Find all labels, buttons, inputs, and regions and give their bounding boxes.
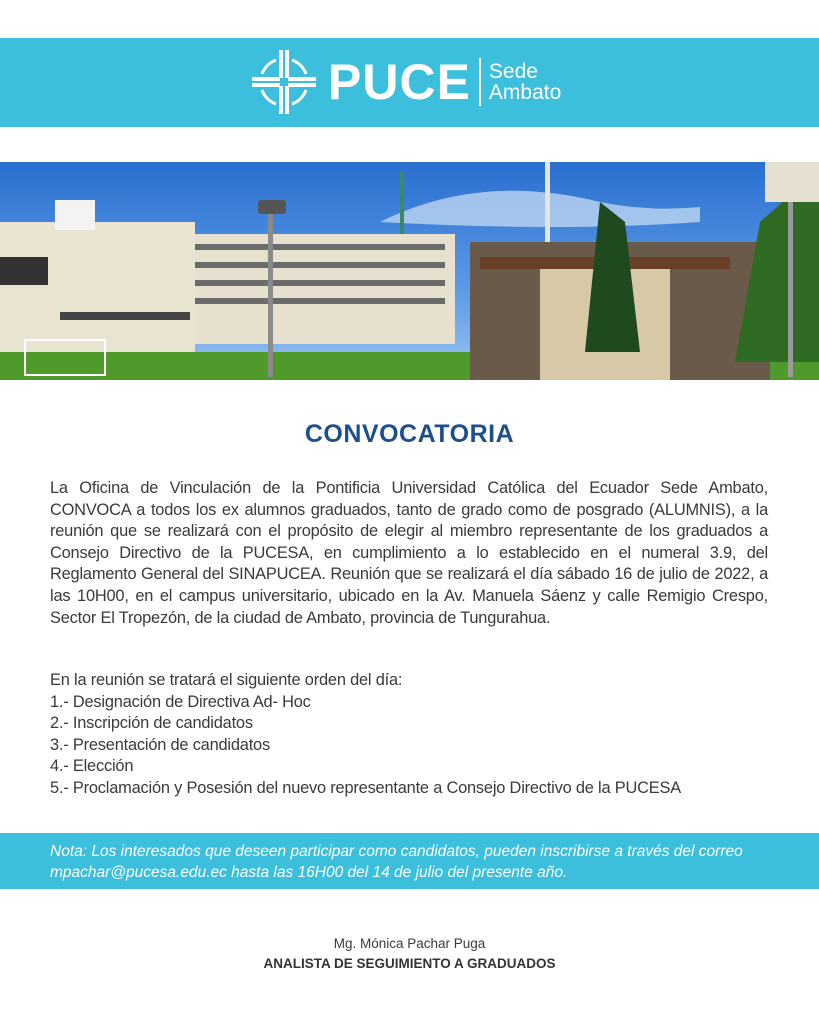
agenda-item: 4.- Elección [50, 757, 134, 776]
agenda-item: 2.- Inscripción de candidatos [50, 714, 253, 733]
agenda-item: 1.- Designación de Directiva Ad- Hoc [50, 692, 311, 711]
puce-logo [248, 46, 561, 118]
header-banner [0, 38, 819, 127]
signature [0, 934, 819, 974]
campus-illustration [0, 162, 819, 380]
announcement-body: La Oficina de Vinculación de la Pontificia Universidad Católica del Ecuador Sede Ambato, CONVOCA a todos los ex alumnos graduados, tanto de grado como de posgrado (ALUMNIS), a la reunión que se realizará con el propósito de elegir al miembro representante de los graduados a Consejo Directivo de la PUCESA, en cumplimiento a lo establecido en el numeral 3.9, del Reglamento General del SINAPUCEA. Reunión que se realizará el día sábado 16 de julio de 2022, a las 10H00, en el campus universitario, ubicado en la Av. Manuela Sáenz y calle Remigio Crespo, Sector El Tropezón, de la ciudad de Ambato, provincia de Tungurahua. [50, 479, 768, 627]
agenda [50, 670, 780, 800]
signature-role: ANALISTA DE SEGUIMIENTO A GRADUADOS [263, 956, 556, 971]
page-title: CONVOCATORIA [304, 420, 515, 448]
note-text: Nota: Los interesados que deseen participar como candidatos, pueden inscribirse a través del correo mpachar@pucesa.edu.ec hasta las 16H00 del 14 de julio del presente año. [50, 843, 743, 881]
note-banner [0, 833, 819, 889]
logo-divider [479, 58, 481, 106]
agenda-item: 5.- Proclamación y Posesión del nuevo representante a Consejo Directivo de la PUCESA [50, 778, 681, 797]
agenda-intro: En la reunión se tratará el siguiente orden del día: [50, 671, 403, 689]
signature-name: Mg. Mónica Pachar Puga [333, 936, 486, 951]
agenda-item: 3.- Presentación de candidatos [50, 735, 270, 754]
campus-photo [0, 162, 819, 380]
logo-sub-2: Ambato [488, 81, 562, 104]
logo-wordmark: PUCE [328, 54, 471, 110]
cross-emblem-icon [248, 46, 320, 118]
logo-sub-1: Sede [488, 60, 538, 83]
logo-subtitle [489, 61, 561, 103]
